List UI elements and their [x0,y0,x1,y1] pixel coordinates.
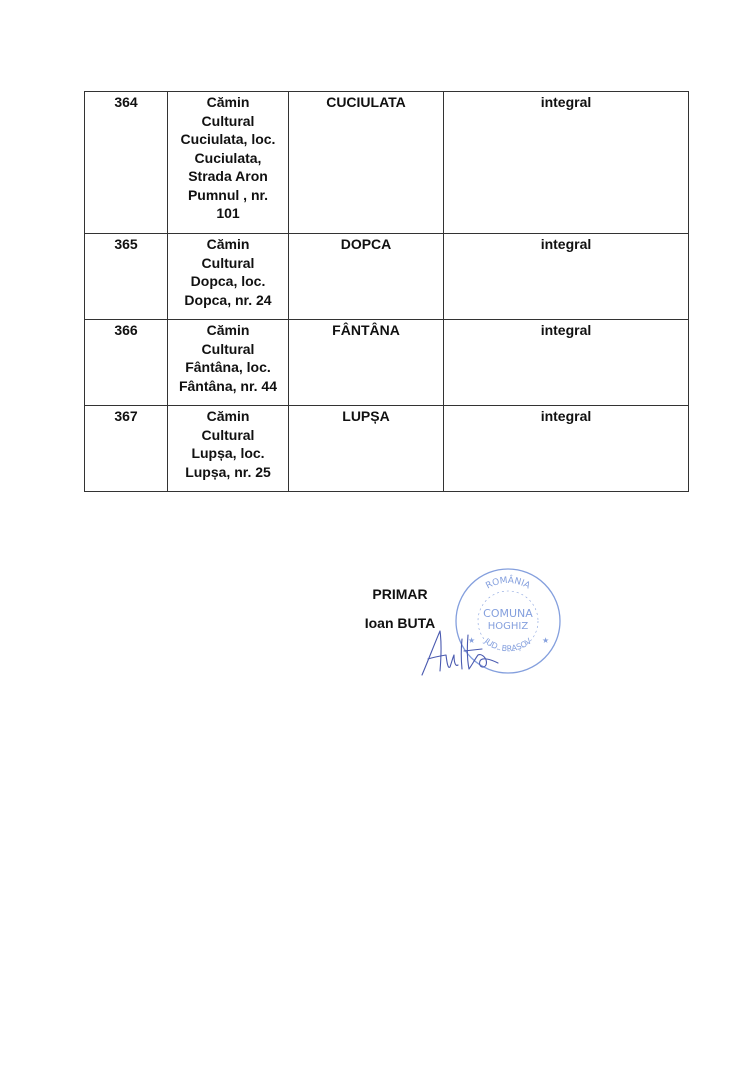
stamp-star-icon: ★ [468,636,476,645]
stamp-center-line1: COMUNA [483,607,533,620]
status-value: integral [444,234,689,320]
stamp-star-icon: ★ [542,636,550,645]
signature-block [330,580,470,638]
building-description: Cămin Cultural Dopca, loc. Dopca, nr. 24 [168,234,289,320]
stamp-top-text: ROMÂNIA [484,575,532,592]
locality-name: CUCIULATA [289,92,444,234]
locality-name: FÂNTÂNA [289,320,444,406]
row-number: 366 [85,320,168,406]
inventory-table [84,91,689,492]
stamp-center-line2: HOGHIZ [487,621,529,632]
building-description: Cămin Cultural Fântâna, loc. Fântâna, nr. 44 [168,320,289,406]
table-row [85,320,689,406]
row-number: 365 [85,234,168,320]
signatory-title: PRIMAR [372,586,428,602]
building-description: Cămin Cultural Cuciulata, loc. Cuciulata, Strada Aron Pumnul , nr. 101 [168,92,289,234]
building-description: Cămin Cultural Lupșa, loc. Lupșa, nr. 25 [168,406,289,492]
status-value: integral [444,320,689,406]
locality-name: LUPȘA [289,406,444,492]
row-number: 364 [85,92,168,234]
signatory-name: Ioan BUTA [364,615,436,631]
locality-name: DOPCA [289,234,444,320]
row-number: 367 [85,406,168,492]
table-row [85,406,689,492]
status-value: integral [444,92,689,234]
status-value: integral [444,406,689,492]
stamp-bottom-text: JUD. BRAȘOV [482,636,534,654]
table-row [85,92,689,234]
table-row [85,234,689,320]
